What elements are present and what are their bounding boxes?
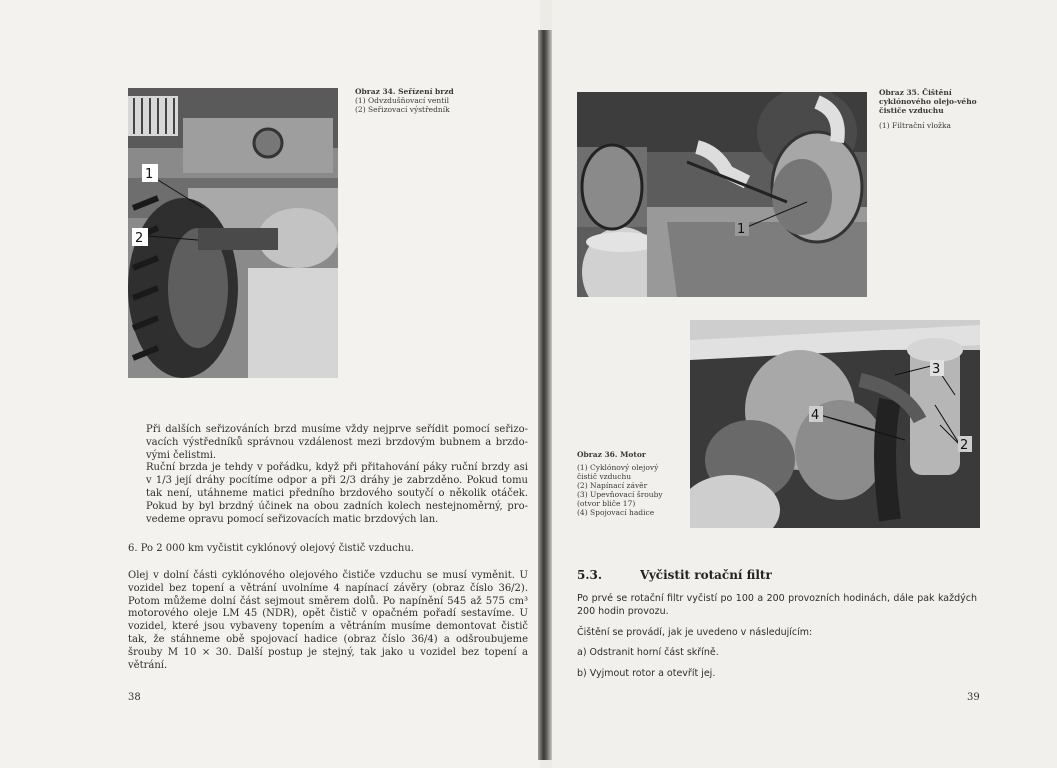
figure-34-caption [355, 87, 515, 114]
paragraph-1: Při dalších seřizováních brzd musíme vždy nejprve seřídit pomocí seřizo-vacích výstředníků správnou vzdálenost mezi brzdovým bubnem a brzdo-vými čelistmi. [146, 424, 528, 461]
section-line-4: b) Vyjmout rotor a otevřít jej. [577, 668, 716, 680]
step-6-text: 6. Po 2 000 km vyčistit cyklónový olejový čistič vzduchu. [128, 543, 414, 554]
figure-34-item-1: (1) Odvzdušňovací ventil [355, 96, 449, 105]
air-cleaner-cleaning-image [577, 92, 867, 297]
figure-36-title: Obraz 36. Motor [577, 450, 646, 459]
step-6 [128, 543, 528, 556]
section-line-3: a) Odstranit horní část skříně. [577, 647, 719, 659]
figure-36-item-4: (4) Spojovací hadice [577, 508, 655, 517]
figure-36-caption [577, 450, 677, 517]
fig36-callout-3: 3 [932, 362, 941, 377]
brake-assembly-image [128, 88, 338, 378]
rotary-filter-text [577, 593, 977, 681]
fig36-callout-4: 4 [811, 408, 820, 423]
paragraph-2: Ruční brzda je tehdy v pořádku, když při přitahování páky ruční brzdy asi v 1/3 její dráhy pocítíme odpor a při 2/3 dráhy je zabrzděno. Pokud tomu tak není, utáhneme matici předního brzdového soutyčí o několik otáček. Pokud by byl brzdný účinek na obou zadních kolech nestejnoměrný, pro-vedeme opravu pomocí seřizovacích matic brzdových lan. [146, 462, 528, 525]
book-spine [538, 30, 552, 760]
fig34-callout-1: 1 [145, 167, 154, 182]
figure-36-item-3: (3) Upevňovací šrouby (otvor bliče 17) [577, 490, 663, 508]
figure-34-title: Obraz 34. Seřízení brzd [355, 87, 454, 96]
paragraph-3: Olej v dolní části cyklónového olejového čističe vzduchu se musí vyměnit. U vozidel bez topení a větrání uvolníme 4 napínací závěry (obraz číslo 36/2). Potom můžeme dolní část sejmout směrem dolů. Po napínění 545 až 575 cm³ motorového oleje LM 45 (NDR), opět čistič v opačném pořadí sestavíme. U vozidel, které jsou vybaveny topením a větráním musíme demontovat čistič tak, že stáhneme obě spojovací hadice (obraz číslo 36/4) a odšroubujeme šrouby M 10 × 30. Další postup je stejný, tak jako u vozidel bez topení a větrání. [128, 570, 528, 671]
figure-35-item-1: (1) Filtrační vložka [879, 121, 952, 130]
oil-change-text [128, 570, 528, 672]
figure-36-item-2: (2) Napínací závěr [577, 481, 648, 490]
page-number-right: 39 [967, 692, 980, 703]
figure-36-item-1: (1) Cyklónový olejový čistič vzduchu [577, 463, 659, 481]
section-title: Vyčistit rotační filtr [640, 568, 772, 582]
section-line-1: Po prvé se rotační filtr vyčistí po 100 a 200 provozních hodinách, dále pak každých 200 hodin provozu. [577, 593, 977, 617]
figure-35-title: Obraz 35. Čištění cyklónového olejo-vého čističe vzduchu [879, 88, 977, 115]
figure-34-photo [128, 88, 338, 378]
page-number-left: 38 [128, 692, 141, 703]
fig36-callout-2: 2 [960, 438, 969, 453]
right-page [552, 0, 1057, 768]
figure-34-item-2: (2) Seřizovací výstředník [355, 105, 450, 114]
fig35-callout-1: 1 [737, 222, 746, 237]
section-number: 5.3. [577, 568, 603, 582]
fig34-callout-2: 2 [135, 231, 144, 246]
engine-image [690, 320, 980, 528]
figure-35-caption [879, 88, 994, 130]
brake-adjust-text [146, 424, 528, 526]
figure-36-photo [690, 320, 980, 528]
section-line-2: Čištění se provádí, jak je uvedeno v následujícím: [577, 626, 813, 638]
figure-35-photo [577, 92, 867, 297]
